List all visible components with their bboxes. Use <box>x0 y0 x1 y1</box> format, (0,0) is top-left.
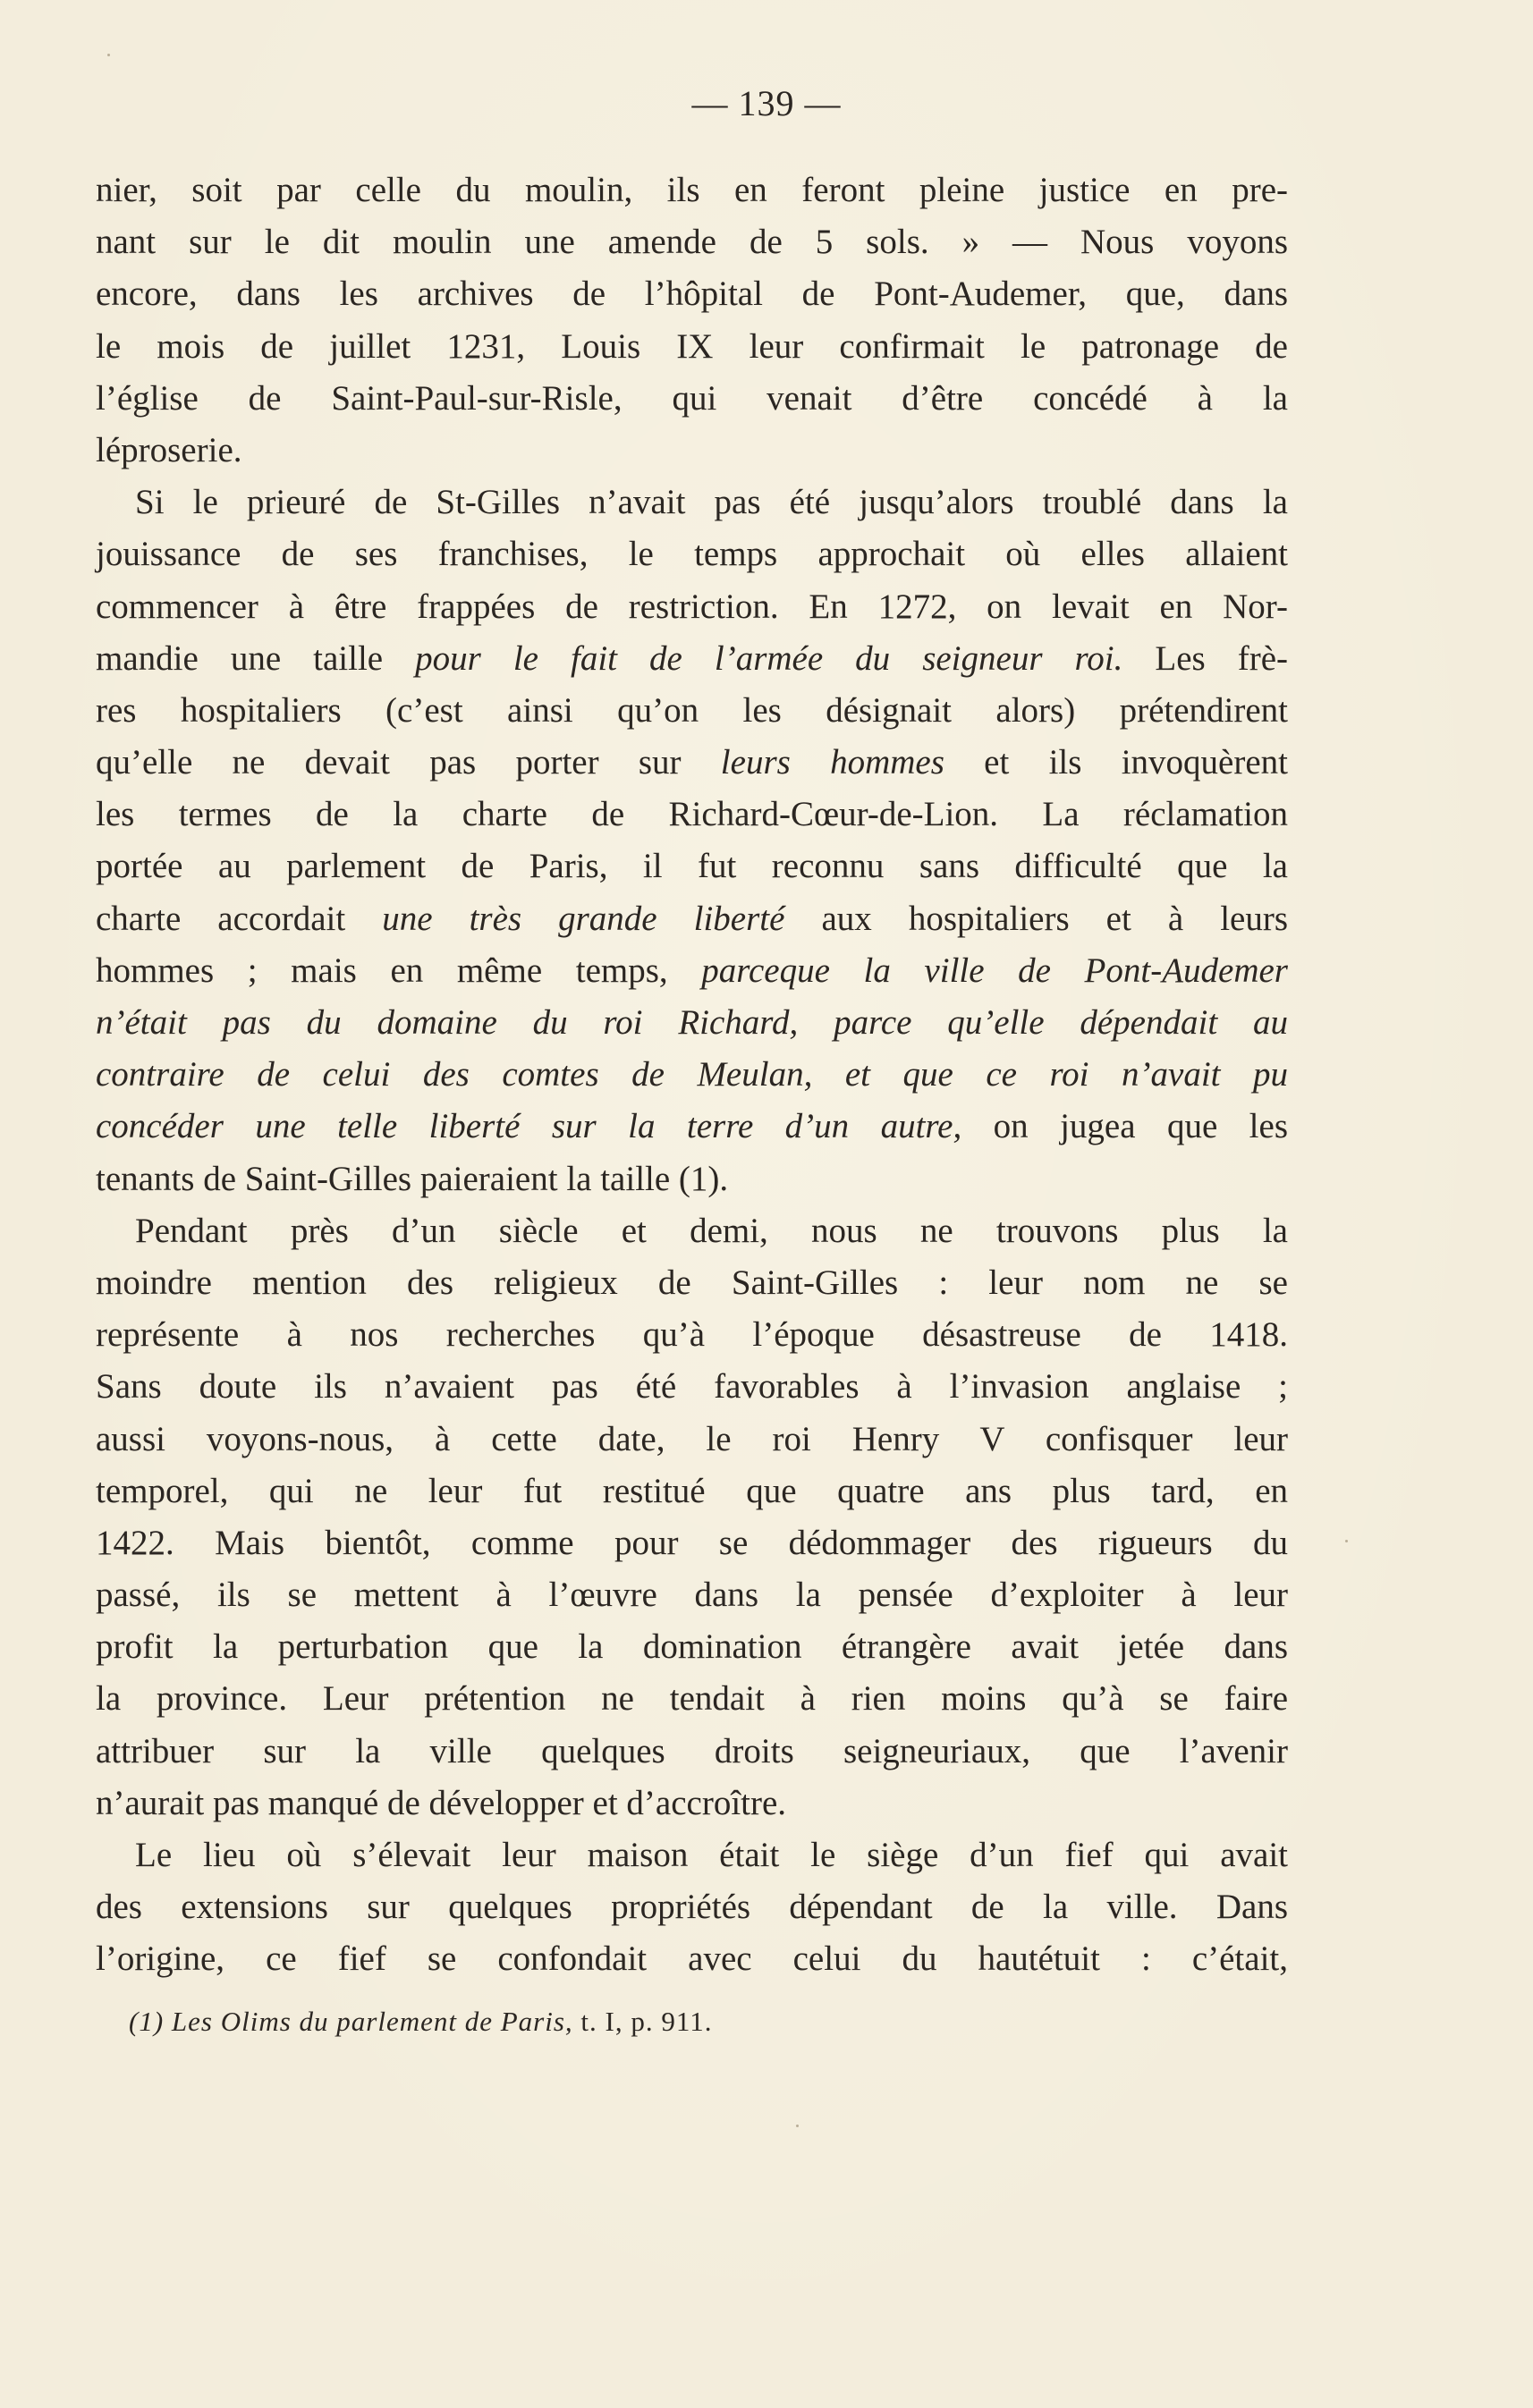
italic-text: parceque la ville de Pont-Audemer <box>701 951 1288 990</box>
text-span: Pendant près d’un siècle et demi, nous ne trouvons plus la <box>135 1211 1288 1250</box>
text-line <box>96 1414 1288 1466</box>
paper-speck <box>107 54 110 56</box>
text-span: des extensions sur quelques propriétés dépendant de la ville. Dans <box>96 1888 1288 1927</box>
text-span: commencer à être frappées de restriction. En 1272, on levait en Nor- <box>96 587 1288 626</box>
text-line <box>96 945 1288 997</box>
text-span: portée au parlement de Paris, il fut reconnu sans difficulté que la <box>96 847 1288 886</box>
text-span: charte accordait <box>96 899 383 938</box>
text-span: le mois de juillet 1231, Louis IX leur confirmait le patronage de <box>96 326 1288 366</box>
text-span: Le lieu où s’élevait leur maison était le siège d’un fief qui avait <box>135 1836 1288 1874</box>
text-line <box>96 528 1288 580</box>
text-span: l’origine, ce fief se confondait avec celui du hautétuit : c’était, <box>96 1939 1288 1979</box>
text-span: aux hospitaliers et à leurs <box>784 899 1289 938</box>
text-span: qu’elle ne devait pas porter sur <box>96 743 721 782</box>
paper-speck <box>1345 1540 1348 1542</box>
italic-text: une très grande liberté <box>382 899 785 938</box>
text-line <box>96 1569 1288 1621</box>
text-span: représente à nos recherches qu’à l’époque désastreuse de 1418. <box>96 1315 1288 1355</box>
text-span: nant sur le dit moulin une amende de 5 sols. » — Nous voyons <box>96 223 1288 262</box>
text-line <box>96 1049 1288 1101</box>
page-number: — 139 — <box>691 83 842 123</box>
body-text <box>96 165 1288 1986</box>
text-line <box>96 1257 1288 1309</box>
text-span: Sans doute ils n’avaient pas été favorables à l’invasion anglaise ; <box>96 1367 1288 1407</box>
text-span: Si le prieuré de St-Gilles n’avait pas été jusqu’alors troublé dans la <box>135 483 1288 522</box>
text-line <box>96 1205 1288 1257</box>
italic-text: contraire de celui des comtes de Meulan, et que ce roi n’avait pu <box>96 1055 1288 1094</box>
footnote <box>129 2006 712 2038</box>
text-line <box>96 373 1288 425</box>
text-span: 1422. Mais bientôt, comme pour se dédommager des rigueurs du <box>96 1523 1288 1562</box>
text-line <box>96 1673 1288 1725</box>
text-line <box>96 841 1288 892</box>
text-span: hommes ; mais en même temps, <box>96 951 702 990</box>
text-line <box>96 737 1288 789</box>
footnote-title: Les Olims du parlement de Paris, <box>171 2006 573 2037</box>
paper-speck <box>796 2125 799 2127</box>
text-span: aussi voyons-nous, à cette date, le roi Henry V confisquer leur <box>96 1419 1288 1458</box>
text-line <box>96 997 1288 1049</box>
italic-text: concéder une telle liberté sur la terre d’un autre, <box>96 1107 962 1146</box>
text-line <box>96 425 1288 477</box>
text-span: tenants de Saint-Gilles paieraient la taille (1). <box>96 1159 729 1198</box>
italic-text: leurs hommes <box>720 743 944 782</box>
text-line <box>96 685 1288 737</box>
text-span: on jugea que les <box>961 1107 1288 1146</box>
text-span: temporel, qui ne leur fut restitué que quatre ans plus tard, en <box>96 1471 1288 1510</box>
text-line <box>96 789 1288 841</box>
text-line <box>96 1101 1288 1153</box>
text-span: moindre mention des religieux de Saint-Gilles : leur nom ne se <box>96 1263 1288 1302</box>
text-line <box>96 477 1288 528</box>
italic-text: n’était pas du domaine du roi Richard, parce qu’elle dépendait au <box>96 1003 1288 1042</box>
text-span: profit la perturbation que la domination étrangère avait jetée dans <box>96 1627 1288 1667</box>
text-span: n’aurait pas manqué de développer et d’accroître. <box>96 1783 787 1822</box>
text-span: passé, ils se mettent à l’œuvre dans la pensée d’exploiter à leur <box>96 1576 1288 1615</box>
text-span: encore, dans les archives de l’hôpital de Pont-Audemer, que, dans <box>96 275 1288 314</box>
text-line <box>96 1517 1288 1569</box>
text-span: Les frè- <box>1122 638 1288 678</box>
text-line <box>96 1829 1288 1881</box>
text-line <box>96 216 1288 268</box>
text-line <box>96 321 1288 373</box>
text-line <box>96 893 1288 945</box>
text-line <box>96 1309 1288 1361</box>
text-line <box>96 1153 1288 1205</box>
text-span: l’église de Saint-Paul-sur-Risle, qui venait d’être concédé à la <box>96 378 1288 418</box>
text-line <box>96 1933 1288 1985</box>
footnote-marker: (1) <box>129 2006 165 2037</box>
text-line <box>96 1726 1288 1778</box>
text-line <box>96 1621 1288 1673</box>
text-line <box>96 1881 1288 1933</box>
text-span: nier, soit par celle du moulin, ils en feront pleine justice en pre- <box>96 171 1288 209</box>
text-span: jouissance de ses franchises, le temps approchait où elles allaient <box>96 535 1288 574</box>
text-line <box>96 633 1288 685</box>
text-span: attribuer sur la ville quelques droits seigneuriaux, que l’avenir <box>96 1731 1288 1770</box>
text-span: les termes de la charte de Richard-Cœur-de-Lion. La réclamation <box>96 795 1288 834</box>
text-span: et ils invoquèrent <box>944 743 1288 782</box>
text-line <box>96 1361 1288 1413</box>
text-span: mandie une taille <box>96 638 416 678</box>
text-line <box>96 1778 1288 1829</box>
footnote-reference: t. I, p. 911. <box>580 2006 713 2037</box>
text-span: la province. Leur prétention ne tendait à rien moins qu’à se faire <box>96 1679 1288 1719</box>
text-line <box>96 165 1288 216</box>
text-line <box>96 1466 1288 1517</box>
italic-text: pour le fait de l’armée du seigneur roi. <box>415 638 1123 678</box>
text-span: res hospitaliers (c’est ainsi qu’on les désignait alors) prétendirent <box>96 690 1288 730</box>
text-span: léproserie. <box>96 430 242 469</box>
text-line <box>96 581 1288 633</box>
text-line <box>96 268 1288 320</box>
